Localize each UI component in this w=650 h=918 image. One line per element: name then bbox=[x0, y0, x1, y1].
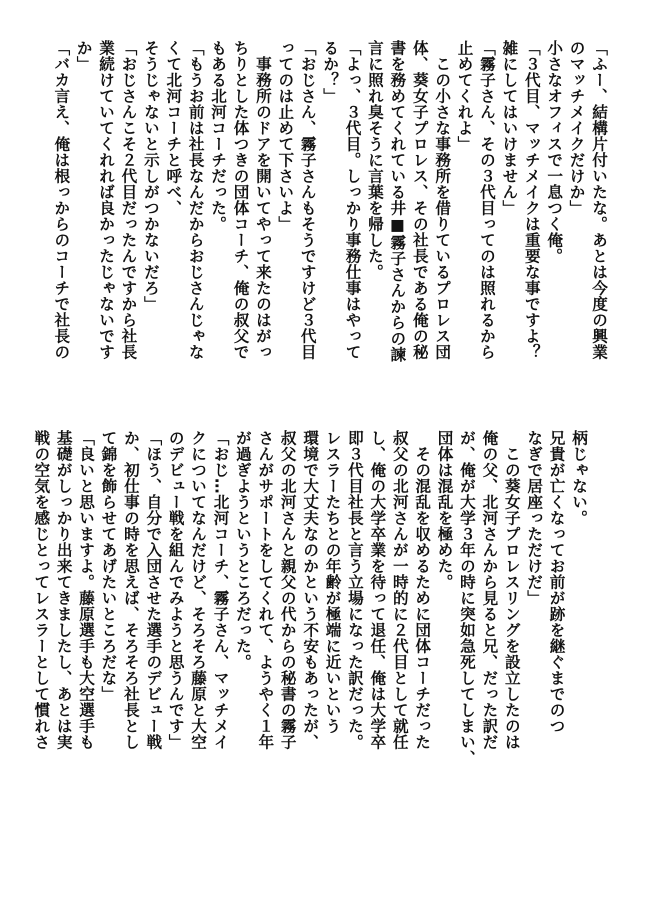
text-column: のマッチメイクだけか」 bbox=[567, 40, 586, 216]
text-column: 「おじさんこそ２代目だったんですから社長 bbox=[119, 40, 138, 360]
text-column: 叔父の北河さんが一時的に２代目として就任 bbox=[390, 430, 409, 750]
text-column: 「ほう、自分で入団させた選手のデビュー戦 bbox=[144, 430, 163, 750]
text-column: 環境で大丈夫なのかという不安もあったが、 bbox=[301, 430, 320, 750]
text-column: て錦を飾らせてあげたいところだな」 bbox=[99, 430, 118, 702]
text-column: 兄貴が亡くなってお前が跡を継ぐまでのつ bbox=[547, 430, 566, 734]
text-column: 雑にしてはいけません」 bbox=[500, 40, 519, 216]
text-column: 即３代目社長と言う立場になった訳だった。 bbox=[345, 430, 364, 750]
text-column: この葵女子プロレスリングを設立したのは bbox=[502, 430, 521, 750]
text-column: か、初仕事の時を思えば、そろそろ社長とし bbox=[121, 430, 140, 750]
text-column: 戦の空気を感じとってレスラーとして慣れさ bbox=[32, 430, 51, 750]
text-column: 業続けていてくれれば良かったじゃないです bbox=[97, 40, 116, 360]
text-column: し、俺の大学卒業を待って退任、俺は大学卒 bbox=[368, 430, 387, 750]
text-block-bottom bbox=[32, 430, 590, 780]
text-column: 叔父の北河さんと親父の代からの秘書の霧子 bbox=[278, 430, 297, 750]
text-column: 団体は混乱を極めた。 bbox=[435, 430, 454, 590]
text-block-top bbox=[50, 40, 610, 392]
text-column: 止めてくれよ」 bbox=[455, 40, 474, 152]
text-column: クについてなんだけど、そろそろ藤原と大空 bbox=[189, 430, 208, 750]
text-column: のデビュー戦を組んでみようと思うんです」 bbox=[166, 430, 185, 750]
text-column: ちりとした体つきの団体コーチ、俺の叔父で bbox=[231, 40, 250, 360]
text-column: くて北河コーチと呼べ、 bbox=[164, 40, 183, 216]
text-column: 「霧子さん、その３代目ってのは照れるから bbox=[477, 40, 496, 360]
text-column: この小さな事務所を借りているプロレス団 bbox=[433, 40, 452, 360]
text-column: 俺の父、北河さんから見ると兄、だった訳だ bbox=[480, 430, 499, 750]
text-column: 「３代目、マッチメイクは重要な事ですよ？ bbox=[522, 40, 541, 360]
text-column: 体、葵女子プロレス、その社長である俺の秘 bbox=[410, 40, 429, 360]
text-column: 「おじ…北河コーチ、霧子さん、マッチメイ bbox=[211, 430, 230, 750]
text-column: か」 bbox=[74, 40, 93, 72]
text-column: なぎで居座っただけだ」 bbox=[525, 430, 544, 606]
text-column: 基礎がしっかり出来てきましたし、あとは実 bbox=[54, 430, 73, 750]
text-column: 事務所のドアを開いてやって来たのはがっ bbox=[253, 40, 272, 360]
text-column: 「良いと思いますよ。藤原選手も大空選手も bbox=[77, 430, 96, 750]
text-column: 「バカ言え、俺は根っからのコーチで社長の bbox=[52, 40, 71, 360]
text-column: 柄じゃない。 bbox=[570, 430, 588, 526]
text-column: が、俺が大学３年の時に突如急死してしまい、 bbox=[457, 430, 476, 766]
text-column: ってのは止めて下さいよ」 bbox=[276, 40, 295, 232]
text-column: さんがサポートをしてくれて、ようやく１年 bbox=[256, 430, 275, 750]
text-column: 言に照れ臭そうに言葉を帰した。 bbox=[365, 40, 384, 280]
text-column: そうじゃないと示しがつかないだろ」 bbox=[141, 40, 160, 312]
text-column: 「ふー、結構片付いたな。あとは今度の興業 bbox=[590, 40, 608, 360]
text-column: 「よっ、３代目。しっかり事務仕事はやって bbox=[343, 40, 362, 360]
text-column: るか？」 bbox=[321, 40, 340, 104]
text-column: レスラーたちとの年齢が極端に近いという bbox=[323, 430, 342, 734]
text-column: その混乱を収めるために団体コーチだった bbox=[413, 430, 432, 750]
text-column: 小さなオフィスで一息つく俺。 bbox=[545, 40, 564, 264]
text-column: が過ぎようというところだった。 bbox=[233, 430, 252, 670]
text-column: もある北河コーチだった。 bbox=[209, 40, 228, 232]
text-column: 書を務めてくれている井■霧子さんからの諫 bbox=[388, 40, 407, 363]
text-column: 「おじさん、霧子さんもそうですけど３代目 bbox=[298, 40, 317, 360]
text-column: 「もうお前は社長なんだからおじさんじゃな bbox=[186, 40, 205, 360]
